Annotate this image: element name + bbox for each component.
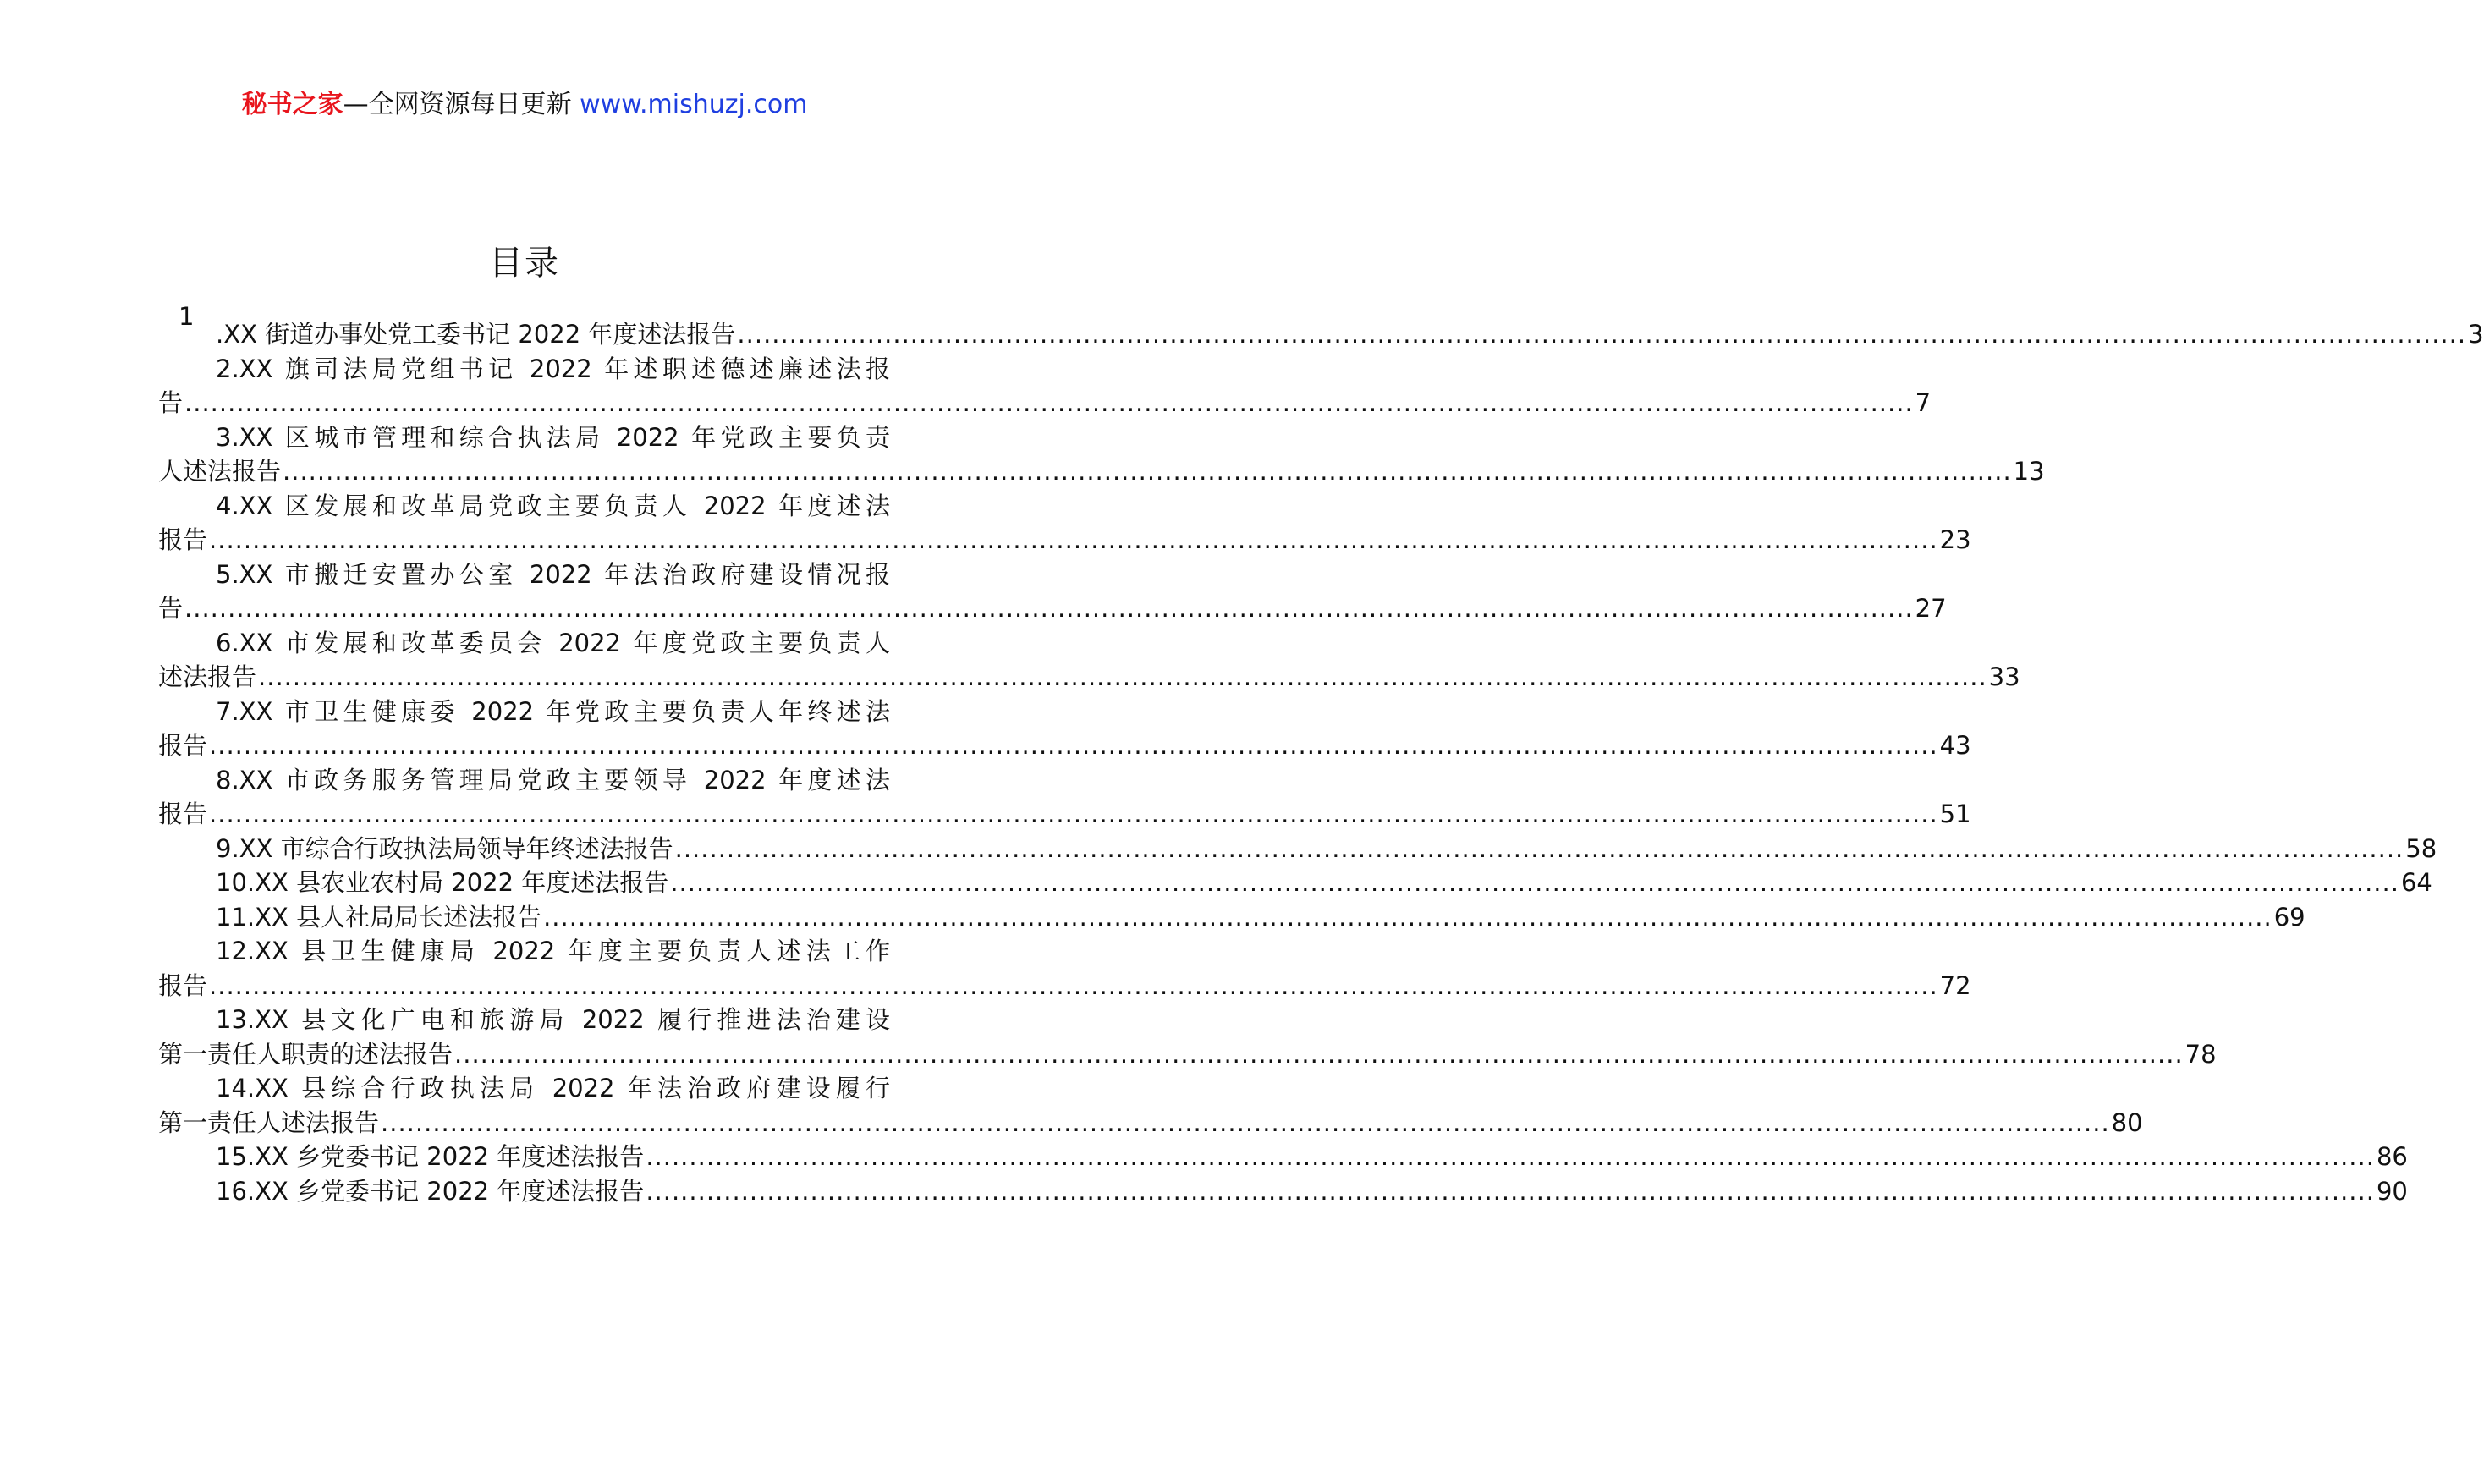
toc-entry-page-number: 69 <box>2273 902 2305 932</box>
toc-entry-page-number: 80 <box>2111 1108 2143 1137</box>
toc-entry-leader-line <box>158 1174 2408 1209</box>
toc-entry-leader-line <box>158 591 1947 626</box>
toc-leader-dots: ........................................................................................................................................................................................................ <box>381 1108 2110 1137</box>
toc-entry-page-number: 3 <box>2468 320 2484 349</box>
toc-entry-page-number: 27 <box>1915 594 1947 623</box>
toc-leader-dots: ........................................................................................................................................................................................................ <box>184 388 1914 417</box>
toc-leader-dots: ........................................................................................................................................................................................................ <box>258 662 1987 691</box>
toc-entry[interactable] <box>158 695 1971 763</box>
toc-entry-leader-line <box>158 1037 2217 1072</box>
toc-entry[interactable] <box>158 1003 2217 1071</box>
toc-entry-leader-line <box>158 317 2484 352</box>
toc-entry-page-number: 23 <box>1939 525 1971 554</box>
toc-entry-leader-line <box>158 866 2432 900</box>
brand-name: 秘书之家 <box>241 90 343 119</box>
toc-entry[interactable] <box>158 832 2437 866</box>
toc-leader-dots: ........................................................................................................................................................................................................ <box>209 800 1938 828</box>
toc-entry-title-line2: 16.XX 乡党委书记 2022 年度述法报告 <box>216 1176 645 1206</box>
toc-entry-leader-line <box>158 1140 2408 1174</box>
toc-entry[interactable] <box>158 763 1971 832</box>
toc-entry-title-line2: 人述法报告 <box>158 457 282 486</box>
toc-entry[interactable] <box>158 900 2305 935</box>
toc-entry[interactable] <box>158 1140 2408 1174</box>
toc-entry-page-number: 90 <box>2376 1176 2408 1206</box>
toc-entry-page-number: 43 <box>1939 731 1971 760</box>
toc-entry-title-line1: 13.XX 县文化广电和旅游局 2022 履行推进法治建设 <box>216 1005 890 1034</box>
toc-entry-page-number: 58 <box>2405 833 2437 863</box>
toc-entry[interactable] <box>158 352 1932 420</box>
toc-entry-title-line2: 报告 <box>158 800 208 828</box>
toc-leader-dots: ........................................................................................................................................................................................................ <box>209 525 1938 554</box>
toc-entry-page-number: 7 <box>1915 388 1932 417</box>
toc-entry-page-number: 33 <box>1988 662 2020 691</box>
toc-entry[interactable] <box>158 626 2020 695</box>
toc-entry-title-line2: 第一责任人职责的述法报告 <box>158 1039 453 1069</box>
toc-leader-dots: ........................................................................................................................................................................................................ <box>209 970 1938 1000</box>
toc-entry-page-number: 78 <box>2184 1039 2217 1069</box>
toc-entry-page-number: 72 <box>1939 970 1971 1000</box>
toc-entry[interactable] <box>158 866 2432 900</box>
toc-leader-dots: ........................................................................................................................................................................................................ <box>674 833 2404 863</box>
toc-entry-title-line2: 9.XX 市综合行政执法局领导年终述法报告 <box>216 833 673 863</box>
toc-entry-page-number: 13 <box>2013 457 2045 486</box>
toc-leader-dots: ........................................................................................................................................................................................................ <box>646 1176 2375 1206</box>
toc-entry[interactable] <box>158 1174 2408 1209</box>
toc-entry-title-line1: 8.XX 市政务服务管理局党政主要领导 2022 年度述法 <box>216 765 890 794</box>
toc-entry[interactable] <box>158 420 2045 489</box>
toc-entry[interactable] <box>158 1071 2143 1140</box>
toc-leader-dots: ........................................................................................................................................................................................................ <box>283 457 2012 486</box>
toc-entry-title-line2: 11.XX 县人社局局长述法报告 <box>216 902 542 932</box>
toc-entry-page-number: 64 <box>2400 868 2432 897</box>
toc-leader-dots: ........................................................................................................................................................................................................ <box>543 902 2272 932</box>
toc-entry-title-line2: 报告 <box>158 731 208 760</box>
toc-entry-title-line1: 7.XX 市卫生健康委 2022 年党政主要负责人年终述法 <box>216 696 890 726</box>
toc-entry-title-line1: 2.XX 旗司法局党组书记 2022 年述职述德述廉述法报 <box>216 354 890 383</box>
toc-leader-dots: ........................................................................................................................................................................................................ <box>209 731 1938 760</box>
toc-entry-page-number: 86 <box>2376 1142 2408 1171</box>
toc-entry-title-line1: 6.XX 市发展和改革委员会 2022 年度党政主要负责人 <box>216 628 890 657</box>
toc-entry-title-line2: 第一责任人述法报告 <box>158 1108 380 1137</box>
toc-leader-dots: ........................................................................................................................................................................................................ <box>184 594 1914 623</box>
toc-entry-page-number: 51 <box>1939 800 1971 828</box>
toc-entry-leader-line <box>158 523 1971 558</box>
toc-lone-number: 1 <box>179 302 195 331</box>
toc-entry[interactable] <box>158 558 1947 626</box>
site-url-link[interactable]: www.mishuzj.com <box>580 90 808 119</box>
toc-entry-leader-line <box>158 728 1971 763</box>
toc-entry-title-line1: 3.XX 区城市管理和综合执法局 2022 年党政主要负责 <box>216 422 890 452</box>
toc-entry-title-line2: 报告 <box>158 970 208 1000</box>
toc-leader-dots: ........................................................................................................................................................................................................ <box>737 320 2467 349</box>
toc-entry-leader-line <box>158 969 1971 1003</box>
toc-entry-title-line1: 12.XX 县卫生健康局 2022 年度主要负责人述法工作 <box>216 937 890 965</box>
toc-entry-leader-line <box>158 454 2045 489</box>
toc-entry[interactable] <box>158 934 1971 1003</box>
toc-entry-title-line2: 告 <box>158 594 184 623</box>
page-title: 目录 <box>489 244 560 283</box>
toc-entry-title-line2: 告 <box>158 388 184 417</box>
toc-leader-dots: ........................................................................................................................................................................................................ <box>646 1142 2375 1171</box>
toc-leader-dots: ........................................................................................................................................................................................................ <box>454 1039 2184 1069</box>
toc-entry-title-line1: 5.XX 市搬迁安置办公室 2022 年法治政府建设情况报 <box>216 559 890 589</box>
toc-entry-leader-line <box>158 660 2020 695</box>
site-header <box>0 88 1049 122</box>
toc-entry-leader-line <box>158 797 1971 832</box>
toc-entry-leader-line <box>158 1106 2143 1140</box>
toc-entry-title-line2: 述法报告 <box>158 662 257 691</box>
toc-entry-title-line1: 4.XX 区发展和改革局党政主要负责人 2022 年度述法 <box>216 491 890 520</box>
header-tagline: —全网资源每日更新 <box>343 90 580 119</box>
toc-entry-title-line1: 14.XX 县综合行政执法局 2022 年法治政府建设履行 <box>216 1074 890 1102</box>
toc-entry-title-line2: .XX 街道办事处党工委书记 2022 年度述法报告 <box>216 320 736 349</box>
toc-entry[interactable] <box>158 489 1971 558</box>
toc-entry-title-line2: 15.XX 乡党委书记 2022 年度述法报告 <box>216 1142 645 1171</box>
toc-entry-title-line2: 10.XX 县农业农村局 2022 年度述法报告 <box>216 868 669 897</box>
toc-entry-leader-line <box>158 386 1932 420</box>
toc-leader-dots: ........................................................................................................................................................................................................ <box>670 868 2399 897</box>
toc-entry-title-line2: 报告 <box>158 525 208 554</box>
toc-entry-leader-line <box>158 900 2305 935</box>
toc-entry[interactable] <box>158 317 2484 352</box>
toc-entry-leader-line <box>158 832 2437 866</box>
